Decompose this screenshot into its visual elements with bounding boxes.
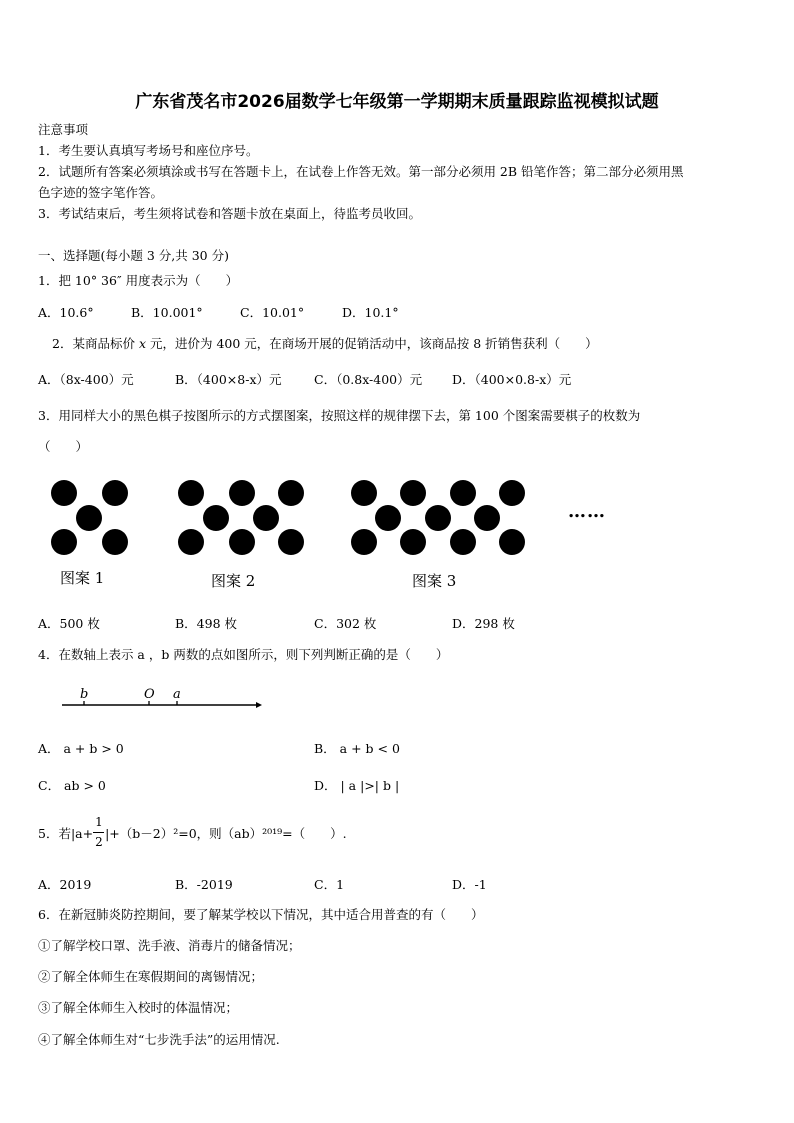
stone <box>178 480 204 506</box>
q6-stem: 6．在新冠肺炎防控期间，要了解某学校以下情况，其中适合用普查的有（ ） <box>38 907 484 922</box>
q5-stem-pre: 5．若|a+ <box>38 826 94 841</box>
stone <box>178 529 204 555</box>
q3-ellipsis: …… <box>568 501 606 522</box>
stone <box>400 529 426 555</box>
q3-option-d: D．298 枚 <box>452 616 515 631</box>
stone <box>102 480 128 506</box>
q3-figure-label-1: 图案 1 <box>60 569 105 587</box>
notes-heading: 注意事项 <box>38 122 89 137</box>
q1-option-b: B．10.001° <box>131 305 203 320</box>
q2-stem-var: x <box>138 336 146 351</box>
stone <box>278 480 304 506</box>
section-heading: 一、选择题(每小题 3 分,共 30 分) <box>38 248 229 263</box>
q6-item-2: ②了解全体师生在寒假期间的离锡情况； <box>38 969 264 984</box>
q4-option-c: C． ab > 0 <box>38 778 106 793</box>
stone <box>499 529 525 555</box>
q4-option-a: A． a + b > 0 <box>38 741 124 756</box>
stone <box>102 529 128 555</box>
stone <box>450 480 476 506</box>
q2-stem-post: 元，进价为 400 元，在商场开展的促销活动中，该商品按 8 折销售获利（ ） <box>146 336 598 351</box>
q5-fraction <box>93 815 105 851</box>
q5-frac-bar <box>93 832 104 833</box>
number-line-arrow <box>256 702 262 708</box>
q3-option-c: C．302 枚 <box>314 616 377 631</box>
q6-item-3: ③了解全体师生入校时的体温情况； <box>38 1000 239 1015</box>
stone <box>229 529 255 555</box>
q2-option-b: B．（400×8-x）元 <box>175 372 282 387</box>
q6-item-4: ④了解全体师生对“七步洗手法”的运用情况. <box>38 1032 280 1047</box>
q1-stem: 1．把 10° 36″ 用度表示为（ ） <box>38 273 239 288</box>
stone <box>229 480 255 506</box>
q5-stem <box>38 815 347 851</box>
note-item-2: 2．试题所有答案必须填涂或书写在答题卡上，在试卷上作答无效。第一部分必须用 2B 铅笔作答；第二部分必须用黑 <box>38 164 684 179</box>
stone <box>351 480 377 506</box>
stone <box>450 529 476 555</box>
stone <box>203 505 229 531</box>
q5-option-a: A．2019 <box>38 877 92 892</box>
q1-option-a: A．10.6° <box>38 305 94 320</box>
note-item-2-cont: 色字迹的签字笔作答。 <box>38 185 164 200</box>
stone <box>425 505 451 531</box>
q6-item-1: ①了解学校口罩、洗手液、消毒片的储备情况； <box>38 938 301 953</box>
stone <box>278 529 304 555</box>
q1-option-d: D．10.1° <box>342 305 399 320</box>
stone <box>51 480 77 506</box>
q2-stem-pre: 2．某商品标价 <box>52 336 139 351</box>
stone <box>351 529 377 555</box>
q3-option-b: B．498 枚 <box>175 616 238 631</box>
q5-option-d: D．-1 <box>452 877 487 892</box>
label-o: O <box>144 687 155 702</box>
q5-frac-num: 1 <box>95 815 103 829</box>
stone <box>499 480 525 506</box>
page-title: 广东省茂名市2026届数学七年级第一学期期末质量跟踪监视模拟试题 <box>135 92 659 112</box>
q4-option-d: D． | a |>| b | <box>314 778 400 793</box>
q4-number-line <box>60 686 264 712</box>
q5-option-c: C．1 <box>314 877 345 892</box>
stone <box>400 480 426 506</box>
q3-stem-line2: （ ） <box>38 439 89 454</box>
stone <box>253 505 279 531</box>
stone <box>375 505 401 531</box>
note-item-1: 1．考生要认真填写考场号和座位序号。 <box>38 143 259 158</box>
q5-stem-post: |+（b－2）²=0，则（ab）²⁰¹⁹=（ ）. <box>105 826 347 841</box>
q4-option-b: B． a + b < 0 <box>314 741 400 756</box>
label-a: a <box>173 687 181 702</box>
stone <box>76 505 102 531</box>
stone <box>474 505 500 531</box>
q4-stem: 4．在数轴上表示 a ，b 两数的点如图所示，则下列判断正确的是（ ） <box>38 647 449 662</box>
q3-stem-line1: 3．用同样大小的黑色棋子按图所示的方式摆图案，按照这样的规律摆下去，第 100 个图案需要棋子的枚数为 <box>38 408 641 423</box>
q1-option-c: C．10.01° <box>240 305 305 320</box>
q5-frac-den: 2 <box>95 835 103 849</box>
q2-option-c: C．（0.8x-400）元 <box>314 372 423 387</box>
q3-figure-label-2: 图案 2 <box>211 572 256 590</box>
label-b: b <box>80 687 89 702</box>
stone <box>51 529 77 555</box>
q3-option-a: A．500 枚 <box>38 616 100 631</box>
q5-option-b: B．-2019 <box>175 877 233 892</box>
q2-stem <box>52 334 598 352</box>
q2-option-d: D．（400×0.8-x）元 <box>452 372 572 387</box>
q2-option-a: A．（8x-400）元 <box>38 372 134 387</box>
q3-figure-label-3: 图案 3 <box>412 572 457 590</box>
note-item-3: 3．考试结束后，考生须将试卷和答题卡放在桌面上，待监考员收回。 <box>38 206 421 221</box>
